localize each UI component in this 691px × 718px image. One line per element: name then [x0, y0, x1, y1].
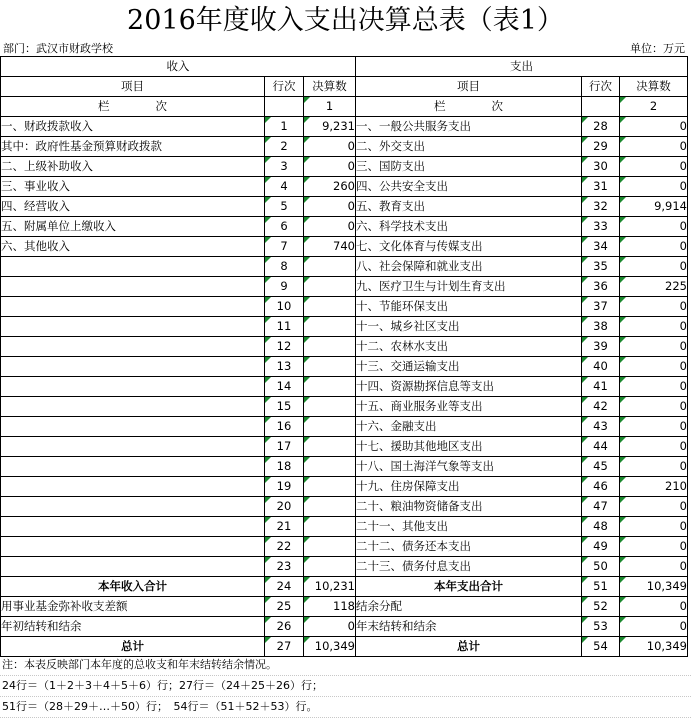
income-row-number: 22	[265, 537, 304, 557]
income-amount: 0	[304, 217, 356, 237]
income-amount	[304, 557, 356, 577]
header-row-section	[1, 57, 688, 77]
expense-amount: 0	[620, 217, 688, 237]
expense-item: 二、外交支出	[356, 137, 582, 157]
income-amount	[304, 457, 356, 477]
income-item: 四、经营收入	[1, 197, 265, 217]
income-item	[1, 557, 265, 577]
expense-row-number: 51	[582, 577, 620, 597]
table-row	[1, 117, 688, 137]
expense-item: 九、医疗卫生与计划生育支出	[356, 277, 582, 297]
expense-amount: 0	[620, 157, 688, 177]
notes-section	[0, 655, 691, 718]
income-item: 用事业基金弥补收支差额	[1, 597, 265, 617]
expense-amount: 0	[620, 617, 688, 637]
income-amount: 0	[304, 617, 356, 637]
expense-item: 十八、国土海洋气象等支出	[356, 457, 582, 477]
final-accounts-table	[0, 56, 688, 657]
table-row	[1, 197, 688, 217]
expense-row-number: 53	[582, 617, 620, 637]
expense-row-number: 52	[582, 597, 620, 617]
income-amount: 10,231	[304, 577, 356, 597]
income-item	[1, 517, 265, 537]
expense-column-index: 2	[620, 97, 688, 117]
expense-amount: 0	[620, 597, 688, 617]
expense-row-number: 45	[582, 457, 620, 477]
income-row-number: 18	[265, 457, 304, 477]
expense-row-number: 32	[582, 197, 620, 217]
income-amount: 260	[304, 177, 356, 197]
expense-row-number: 37	[582, 297, 620, 317]
expense-item: 十九、住房保障支出	[356, 477, 582, 497]
expense-row-number: 54	[582, 637, 620, 657]
income-row-number: 5	[265, 197, 304, 217]
expense-item: 七、文化体育与传媒支出	[356, 237, 582, 257]
income-item	[1, 457, 265, 477]
expense-item: 三、国防支出	[356, 157, 582, 177]
expense-amount: 9,914	[620, 197, 688, 217]
expense-amount: 0	[620, 517, 688, 537]
expense-amount: 0	[620, 357, 688, 377]
header-row-columns	[1, 77, 688, 97]
expense-row-number: 39	[582, 337, 620, 357]
expense-row-number: 31	[582, 177, 620, 197]
income-item	[1, 317, 265, 337]
extra-row	[1, 617, 688, 637]
table-row	[1, 257, 688, 277]
expense-column-index-blank	[582, 97, 620, 117]
unit-label: 单位：万元	[630, 42, 685, 55]
income-amount: 0	[304, 197, 356, 217]
table-row	[1, 497, 688, 517]
table-row	[1, 157, 688, 177]
table-row	[1, 277, 688, 297]
expense-amount: 0	[620, 337, 688, 357]
income-row-number: 3	[265, 157, 304, 177]
expense-item: 十一、城乡社区支出	[356, 317, 582, 337]
expense-amount: 10,349	[620, 577, 688, 597]
column-index-row	[1, 97, 688, 117]
expense-amount: 0	[620, 137, 688, 157]
expense-row-number: 46	[582, 477, 620, 497]
total-row	[1, 637, 688, 657]
income-amount	[304, 297, 356, 317]
expense-amount: 0	[620, 457, 688, 477]
expense-row-number: 41	[582, 377, 620, 397]
expense-amount: 0	[620, 417, 688, 437]
table-row	[1, 437, 688, 457]
income-amount	[304, 517, 356, 537]
expense-row-number: 47	[582, 497, 620, 517]
income-row-number: 13	[265, 357, 304, 377]
income-amount	[304, 477, 356, 497]
income-item	[1, 537, 265, 557]
expense-item: 十五、商业服务业等支出	[356, 397, 582, 417]
expense-item: 八、社会保障和就业支出	[356, 257, 582, 277]
expense-row-number: 50	[582, 557, 620, 577]
income-column-index-label: 栏 次	[1, 97, 265, 117]
income-row-number: 11	[265, 317, 304, 337]
table-row	[1, 237, 688, 257]
income-amount	[304, 277, 356, 297]
income-item	[1, 497, 265, 517]
income-row-number: 20	[265, 497, 304, 517]
income-amount	[304, 397, 356, 417]
income-item	[1, 397, 265, 417]
expense-item: 十六、金融支出	[356, 417, 582, 437]
income-amount	[304, 377, 356, 397]
expense-amount: 0	[620, 237, 688, 257]
expense-item: 六、科学技术支出	[356, 217, 582, 237]
expense-row-number: 48	[582, 517, 620, 537]
expense-row-number: 42	[582, 397, 620, 417]
income-column-index: 1	[304, 97, 356, 117]
expense-item-header: 项目	[356, 77, 582, 97]
table-row	[1, 557, 688, 577]
income-item: 年初结转和结余	[1, 617, 265, 637]
income-item	[1, 477, 265, 497]
expense-item: 十七、援助其他地区支出	[356, 437, 582, 457]
income-amount: 0	[304, 157, 356, 177]
income-row-number: 27	[265, 637, 304, 657]
table-row	[1, 517, 688, 537]
expense-amount: 0	[620, 297, 688, 317]
extra-row	[1, 597, 688, 617]
expense-item: 十四、资源勘探信息等支出	[356, 377, 582, 397]
table-row	[1, 217, 688, 237]
expense-row-number: 28	[582, 117, 620, 137]
income-item: 总计	[1, 637, 265, 657]
note-line: 24行＝（1＋2＋3＋4＋5＋6）行；27行＝（24＋25＋26）行；	[0, 676, 691, 697]
expense-item: 五、教育支出	[356, 197, 582, 217]
income-row-number: 19	[265, 477, 304, 497]
income-amount	[304, 497, 356, 517]
income-amount: 740	[304, 237, 356, 257]
income-item	[1, 297, 265, 317]
expense-amount: 0	[620, 317, 688, 337]
income-amount-header: 决算数	[304, 77, 356, 97]
expense-amount: 0	[620, 177, 688, 197]
expense-item: 十二、农林水支出	[356, 337, 582, 357]
income-row-number: 24	[265, 577, 304, 597]
expense-row-number: 34	[582, 237, 620, 257]
income-row-number: 14	[265, 377, 304, 397]
income-item: 其中：政府性基金预算财政拨款	[1, 137, 265, 157]
income-item	[1, 257, 265, 277]
expense-row-number: 43	[582, 417, 620, 437]
income-row-number: 26	[265, 617, 304, 637]
expense-row-number: 40	[582, 357, 620, 377]
income-item: 六、其他收入	[1, 237, 265, 257]
income-amount	[304, 357, 356, 377]
expense-amount: 210	[620, 477, 688, 497]
table-body	[1, 57, 688, 657]
income-amount	[304, 317, 356, 337]
table-row	[1, 477, 688, 497]
income-row-number: 21	[265, 517, 304, 537]
expense-amount: 0	[620, 377, 688, 397]
income-row-number: 15	[265, 397, 304, 417]
table-row	[1, 417, 688, 437]
table-row	[1, 377, 688, 397]
table-row	[1, 137, 688, 157]
expense-item: 总计	[356, 637, 582, 657]
income-amount	[304, 257, 356, 277]
income-row-number: 10	[265, 297, 304, 317]
expense-amount: 0	[620, 497, 688, 517]
income-amount: 0	[304, 137, 356, 157]
income-column-index-blank	[265, 97, 304, 117]
table-row	[1, 317, 688, 337]
income-item	[1, 277, 265, 297]
expense-amount: 225	[620, 277, 688, 297]
income-amount	[304, 437, 356, 457]
income-row-number: 17	[265, 437, 304, 457]
expense-row-header: 行次	[582, 77, 620, 97]
income-amount: 118	[304, 597, 356, 617]
income-item	[1, 417, 265, 437]
expense-row-number: 44	[582, 437, 620, 457]
expense-amount: 0	[620, 397, 688, 417]
note-line: 注：本表反映部门本年度的总收支和年末结转结余情况。	[0, 655, 691, 676]
expense-item: 二十三、债务付息支出	[356, 557, 582, 577]
expense-row-number: 36	[582, 277, 620, 297]
expense-item: 二十二、债务还本支出	[356, 537, 582, 557]
income-item	[1, 377, 265, 397]
income-row-number: 7	[265, 237, 304, 257]
expense-amount-header: 决算数	[620, 77, 688, 97]
expense-amount: 10,349	[620, 637, 688, 657]
expense-item: 四、公共安全支出	[356, 177, 582, 197]
expense-row-number: 35	[582, 257, 620, 277]
expense-item: 十、节能环保支出	[356, 297, 582, 317]
expense-amount: 0	[620, 117, 688, 137]
income-row-number: 4	[265, 177, 304, 197]
income-item: 五、附属单位上缴收入	[1, 217, 265, 237]
income-section-header: 收入	[1, 57, 356, 77]
income-item: 二、上级补助收入	[1, 157, 265, 177]
expense-item: 一、一般公共服务支出	[356, 117, 582, 137]
income-item-header: 项目	[1, 77, 265, 97]
expense-row-number: 38	[582, 317, 620, 337]
expense-column-index-label: 栏 次	[356, 97, 582, 117]
expense-item: 二十、粮油物资储备支出	[356, 497, 582, 517]
table-row	[1, 337, 688, 357]
income-row-header: 行次	[265, 77, 304, 97]
income-amount: 9,231	[304, 117, 356, 137]
department-label: 部门：武汉市财政学校	[3, 42, 113, 55]
subtotal-row	[1, 577, 688, 597]
table-row	[1, 357, 688, 377]
income-item	[1, 357, 265, 377]
expense-amount: 0	[620, 257, 688, 277]
expense-item: 年末结转和结余	[356, 617, 582, 637]
income-row-number: 16	[265, 417, 304, 437]
income-amount: 10,349	[304, 637, 356, 657]
expense-amount: 0	[620, 557, 688, 577]
income-row-number: 2	[265, 137, 304, 157]
expense-amount: 0	[620, 537, 688, 557]
income-row-number: 1	[265, 117, 304, 137]
income-row-number: 6	[265, 217, 304, 237]
income-amount	[304, 417, 356, 437]
expense-row-number: 49	[582, 537, 620, 557]
expense-item: 结余分配	[356, 597, 582, 617]
expense-item: 本年支出合计	[356, 577, 582, 597]
income-item	[1, 437, 265, 457]
expense-item: 二十一、其他支出	[356, 517, 582, 537]
income-item: 一、财政拨款收入	[1, 117, 265, 137]
income-row-number: 23	[265, 557, 304, 577]
income-item: 三、事业收入	[1, 177, 265, 197]
income-amount	[304, 537, 356, 557]
income-row-number: 9	[265, 277, 304, 297]
table-row	[1, 537, 688, 557]
table-row	[1, 297, 688, 317]
report-title: 2016年度收入支出决算总表（表1）	[127, 5, 564, 36]
income-item	[1, 337, 265, 357]
table-row	[1, 177, 688, 197]
note-line: 51行＝（28＋29＋…＋50）行； 54行＝（51＋52＋53）行。	[0, 697, 691, 718]
income-item: 本年收入合计	[1, 577, 265, 597]
table-row	[1, 397, 688, 417]
expense-amount: 0	[620, 437, 688, 457]
income-amount	[304, 337, 356, 357]
income-row-number: 25	[265, 597, 304, 617]
income-row-number: 8	[265, 257, 304, 277]
expense-section-header: 支出	[356, 57, 688, 77]
income-row-number: 12	[265, 337, 304, 357]
expense-row-number: 33	[582, 217, 620, 237]
expense-row-number: 29	[582, 137, 620, 157]
table-row	[1, 457, 688, 477]
expense-item: 十三、交通运输支出	[356, 357, 582, 377]
expense-row-number: 30	[582, 157, 620, 177]
